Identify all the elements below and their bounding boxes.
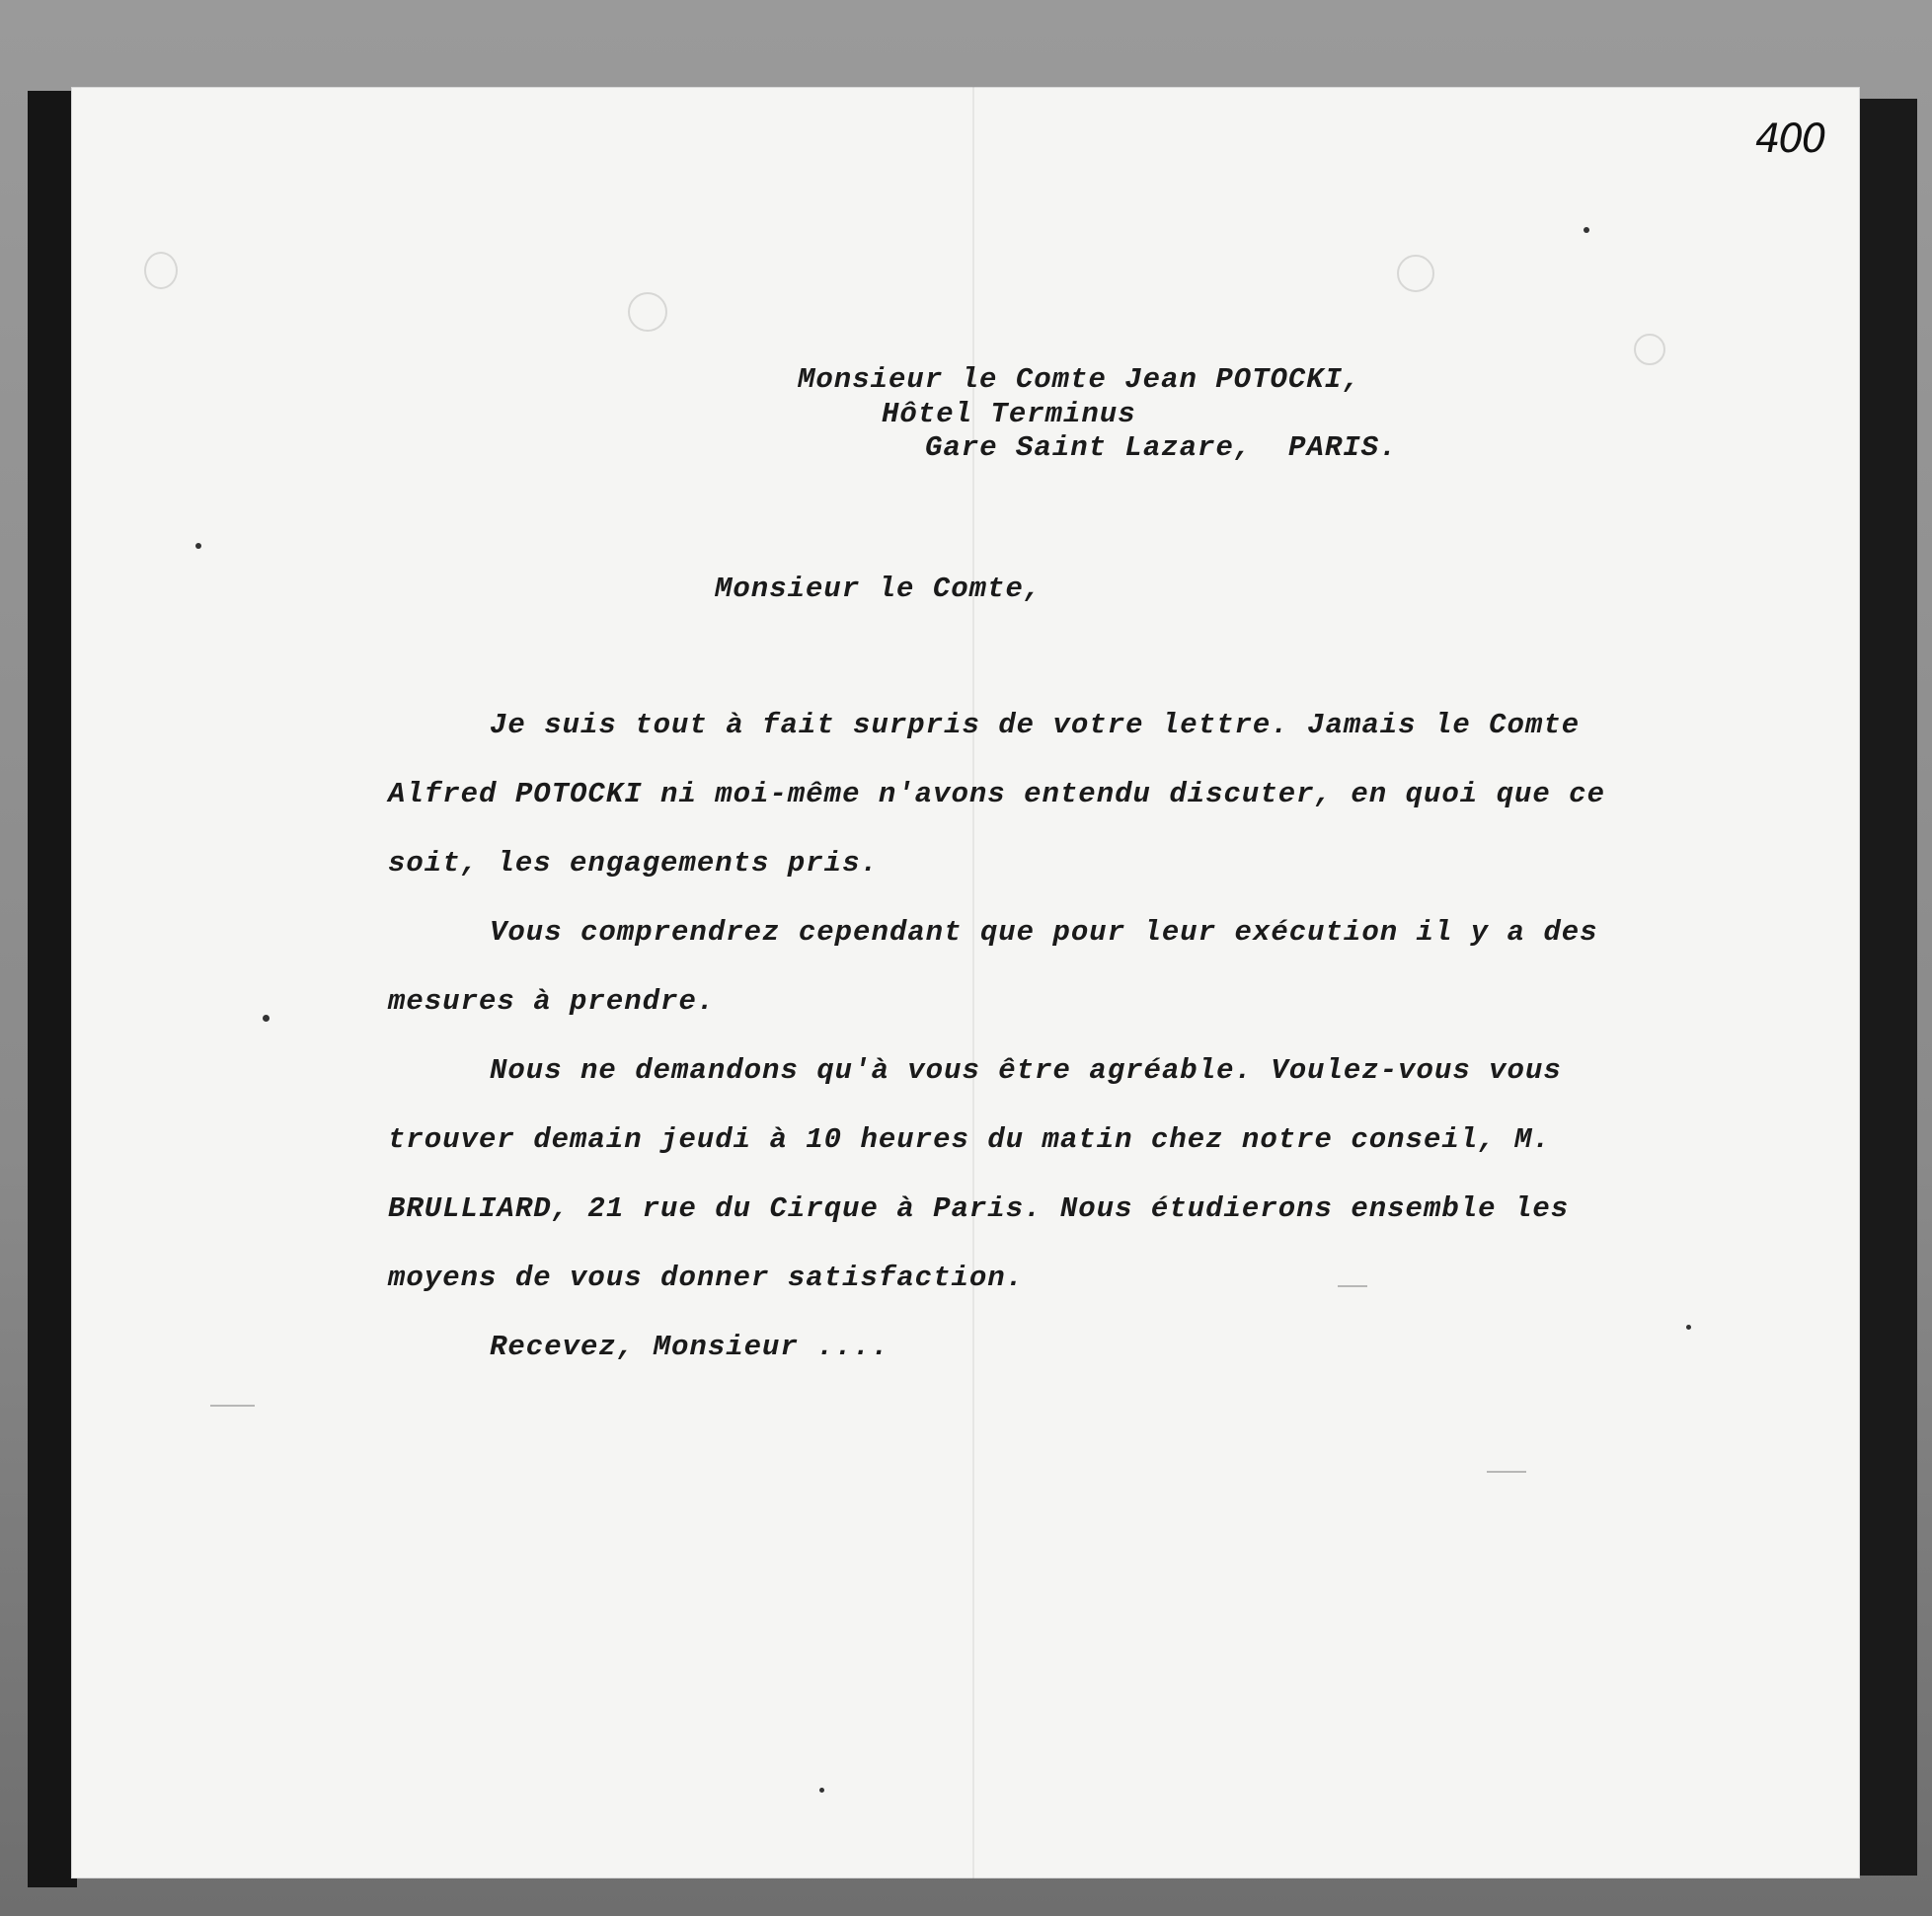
body-line: BRULLIARD, 21 rue du Cirque à Paris. Nous étudierons ensemble les	[388, 1192, 1570, 1225]
dark-left-edge	[28, 91, 77, 1887]
body-line: Nous ne demandons qu'à vous être agréable. Voulez-vous vous	[490, 1054, 1562, 1087]
ink-speck	[195, 543, 201, 549]
paper-spot	[628, 292, 667, 332]
letter-sheet	[71, 87, 1860, 1878]
recipient-city: Gare Saint Lazare, PARIS.	[925, 431, 1398, 464]
paper-spot	[144, 252, 178, 289]
paper-spot	[1634, 334, 1665, 365]
paper-mark	[1338, 1285, 1367, 1287]
body-line: Vous comprendrez cependant que pour leur exécution il y a des	[490, 916, 1598, 949]
salutation: Monsieur le Comte,	[715, 573, 1043, 605]
paper-mark	[210, 1405, 255, 1407]
ink-speck	[263, 1015, 270, 1022]
recipient-name: Monsieur le Comte Jean POTOCKI,	[798, 363, 1361, 396]
ink-speck	[1584, 227, 1589, 233]
ink-speck	[1686, 1325, 1691, 1330]
body-line: mesures à prendre.	[388, 985, 716, 1018]
ink-speck	[819, 1788, 824, 1793]
body-line: moyens de vous donner satisfaction.	[388, 1262, 1025, 1294]
closing-line: Recevez, Monsieur ....	[490, 1331, 889, 1363]
paper-fold-line	[972, 87, 974, 1878]
dark-right-edge	[1858, 99, 1917, 1876]
recipient-hotel: Hôtel Terminus	[882, 398, 1136, 430]
page-number: 400	[1755, 116, 1825, 162]
body-line: Je suis tout à fait surpris de votre lettre. Jamais le Comte	[490, 709, 1581, 741]
paper-spot	[1397, 255, 1434, 292]
body-line: soit, les engagements pris.	[388, 847, 879, 880]
body-line: Alfred POTOCKI ni moi-même n'avons entendu discuter, en quoi que ce	[388, 778, 1605, 810]
body-line: trouver demain jeudi à 10 heures du matin chez notre conseil, M.	[388, 1123, 1551, 1156]
paper-mark	[1487, 1471, 1526, 1473]
